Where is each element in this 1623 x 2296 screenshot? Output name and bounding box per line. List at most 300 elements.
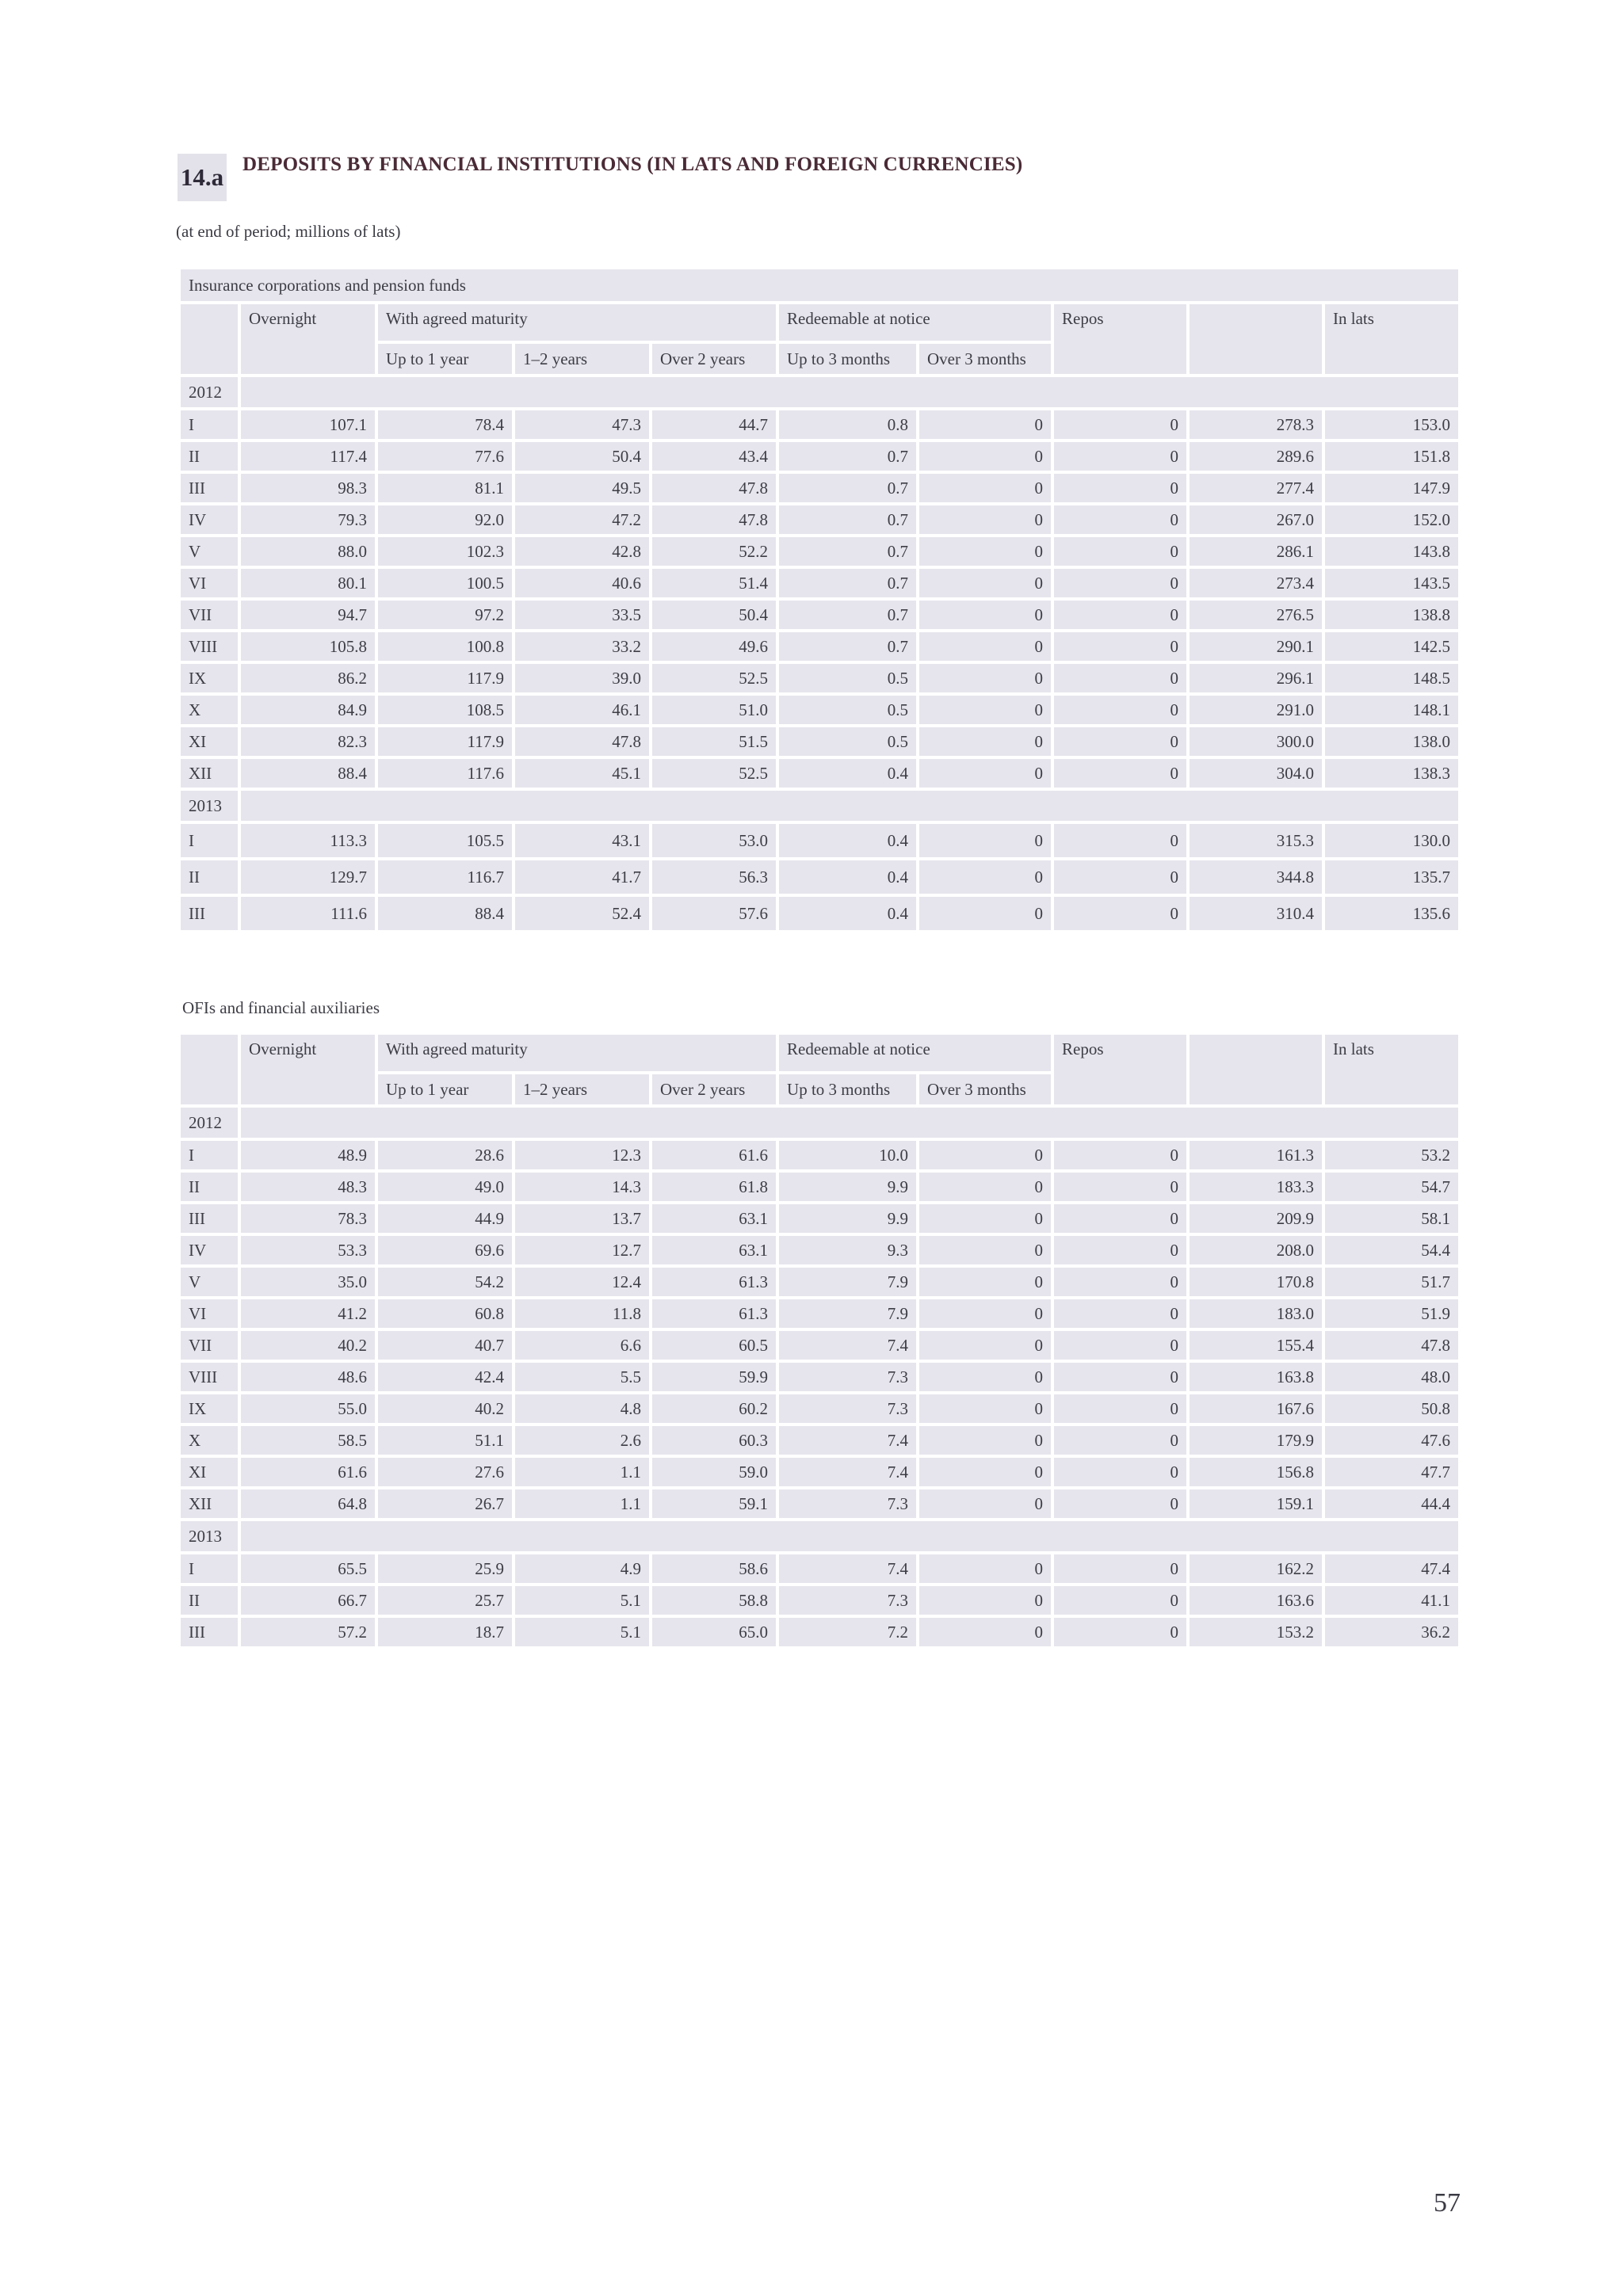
table-cell: 27.6 xyxy=(376,1456,514,1488)
table-cell: 52.5 xyxy=(651,662,777,694)
header-blank-cell xyxy=(179,303,239,376)
table-cell: 155.4 xyxy=(1188,1329,1323,1361)
table-cell: 7.3 xyxy=(777,1393,918,1425)
month-label: XII xyxy=(179,1488,239,1520)
table-cell: 290.1 xyxy=(1188,631,1323,662)
table-cell: 0 xyxy=(1052,895,1188,932)
table-cell: 44.4 xyxy=(1323,1488,1460,1520)
table-cell: 304.0 xyxy=(1188,757,1323,789)
table-cell: 108.5 xyxy=(376,694,514,726)
table-cell: 0.4 xyxy=(777,859,918,895)
table-cell: 60.3 xyxy=(651,1425,777,1456)
table-cell: 0 xyxy=(1052,1616,1188,1648)
table-cell: 0 xyxy=(1052,472,1188,504)
table-cell: 60.2 xyxy=(651,1393,777,1425)
table-cell: 138.8 xyxy=(1323,599,1460,631)
table-cell: 53.0 xyxy=(651,822,777,859)
table-cell: 5.5 xyxy=(514,1361,651,1393)
table-cell: 162.2 xyxy=(1188,1553,1323,1585)
table-cell: 0 xyxy=(918,1203,1052,1234)
table-cell: 48.0 xyxy=(1323,1361,1460,1393)
table-cell: 88.0 xyxy=(239,536,376,567)
table-cell: 0 xyxy=(918,1234,1052,1266)
section-title: Insurance corporations and pension funds xyxy=(179,268,1460,303)
table-cell: 43.4 xyxy=(651,441,777,472)
month-label: III xyxy=(179,1203,239,1234)
table-cell: 94.7 xyxy=(239,599,376,631)
table-cell: 0 xyxy=(1052,1488,1188,1520)
table-row xyxy=(179,1425,1460,1456)
table-cell: 161.3 xyxy=(1188,1139,1323,1171)
header-redeemable-at-notice: Redeemable at notice xyxy=(777,303,1052,342)
table-cell: 107.1 xyxy=(239,409,376,441)
table-row xyxy=(179,822,1460,859)
table-cell: 50.4 xyxy=(651,599,777,631)
month-label: XII xyxy=(179,757,239,789)
header-redeemable-at-notice: Redeemable at notice xyxy=(777,1033,1052,1073)
table-cell: 0.7 xyxy=(777,631,918,662)
table-cell: 135.6 xyxy=(1323,895,1460,932)
table-cell: 267.0 xyxy=(1188,504,1323,536)
table-row xyxy=(179,895,1460,932)
table-cell: 0 xyxy=(1052,599,1188,631)
table-row xyxy=(179,504,1460,536)
table-cell: 130.0 xyxy=(1323,822,1460,859)
header-repos: Repos xyxy=(1052,303,1188,376)
table-cell: 0 xyxy=(918,822,1052,859)
table-cell: 0 xyxy=(918,694,1052,726)
table-cell: 81.1 xyxy=(376,472,514,504)
month-label: V xyxy=(179,1266,239,1298)
table-cell: 315.3 xyxy=(1188,822,1323,859)
table-row xyxy=(179,536,1460,567)
table-cell: 153.2 xyxy=(1188,1616,1323,1648)
page-subtitle: (at end of period; millions of lats) xyxy=(176,222,401,241)
table-cell: 39.0 xyxy=(514,662,651,694)
table-cell: 0 xyxy=(918,1456,1052,1488)
table-cell: 278.3 xyxy=(1188,409,1323,441)
table-cell: 36.2 xyxy=(1323,1616,1460,1648)
table-cell: 152.0 xyxy=(1323,504,1460,536)
table-cell: 98.3 xyxy=(239,472,376,504)
table-cell: 129.7 xyxy=(239,859,376,895)
table-cell: 117.9 xyxy=(376,726,514,757)
table-cell: 12.4 xyxy=(514,1266,651,1298)
table-cell: 80.1 xyxy=(239,567,376,599)
table-cell: 7.9 xyxy=(777,1298,918,1329)
table-cell: 0.7 xyxy=(777,441,918,472)
table-cell: 97.2 xyxy=(376,599,514,631)
header-up-to-3-months: Up to 3 months xyxy=(777,1073,918,1106)
table-cell: 46.1 xyxy=(514,694,651,726)
table-cell: 0.7 xyxy=(777,536,918,567)
table-cell: 10.0 xyxy=(777,1139,918,1171)
table-row xyxy=(179,472,1460,504)
table-row xyxy=(179,1616,1460,1648)
table-cell: 7.4 xyxy=(777,1329,918,1361)
table-cell: 28.6 xyxy=(376,1139,514,1171)
table-cell: 135.7 xyxy=(1323,859,1460,895)
table-cell: 51.9 xyxy=(1323,1298,1460,1329)
table-row xyxy=(179,859,1460,895)
table-cell: 35.0 xyxy=(239,1266,376,1298)
table-cell: 0 xyxy=(918,409,1052,441)
table-cell: 147.9 xyxy=(1323,472,1460,504)
table-cell: 0 xyxy=(918,441,1052,472)
table-cell: 111.6 xyxy=(239,895,376,932)
table-cell: 13.7 xyxy=(514,1203,651,1234)
table-cell: 209.9 xyxy=(1188,1203,1323,1234)
table-cell: 0.4 xyxy=(777,895,918,932)
table-cell: 44.7 xyxy=(651,409,777,441)
table-cell: 12.7 xyxy=(514,1234,651,1266)
table-cell: 0.5 xyxy=(777,726,918,757)
table-cell: 9.9 xyxy=(777,1171,918,1203)
table-cell: 52.4 xyxy=(514,895,651,932)
table-cell: 1.1 xyxy=(514,1456,651,1488)
table-cell: 42.4 xyxy=(376,1361,514,1393)
table-cell: 0 xyxy=(1052,1361,1188,1393)
table-cell: 296.1 xyxy=(1188,662,1323,694)
header-up-to-1-year: Up to 1 year xyxy=(376,1073,514,1106)
table-cell: 7.3 xyxy=(777,1585,918,1616)
month-label: VII xyxy=(179,1329,239,1361)
month-label: IV xyxy=(179,504,239,536)
table-cell: 48.6 xyxy=(239,1361,376,1393)
table-cell: 0 xyxy=(918,1266,1052,1298)
table-row xyxy=(179,1361,1460,1393)
header-in-lats: In lats xyxy=(1323,1033,1460,1106)
table-cell: 79.3 xyxy=(239,504,376,536)
table-cell: 54.2 xyxy=(376,1266,514,1298)
table-cell: 40.7 xyxy=(376,1329,514,1361)
table-cell: 113.3 xyxy=(239,822,376,859)
table-cell: 273.4 xyxy=(1188,567,1323,599)
table-cell: 55.0 xyxy=(239,1393,376,1425)
month-label: IX xyxy=(179,662,239,694)
table-cell: 0 xyxy=(1052,726,1188,757)
table-cell: 49.6 xyxy=(651,631,777,662)
table-cell: 49.5 xyxy=(514,472,651,504)
table-cell: 142.5 xyxy=(1323,631,1460,662)
table-cell: 0 xyxy=(918,1553,1052,1585)
month-label: VIII xyxy=(179,631,239,662)
table-cell: 0 xyxy=(1052,1393,1188,1425)
table-cell: 116.7 xyxy=(376,859,514,895)
table-cell: 47.3 xyxy=(514,409,651,441)
table-cell: 0.5 xyxy=(777,694,918,726)
table-row xyxy=(179,1488,1460,1520)
table-cell: 310.4 xyxy=(1188,895,1323,932)
table-cell: 0 xyxy=(918,631,1052,662)
header-blank-cell xyxy=(179,1033,239,1106)
table-cell: 0 xyxy=(918,1361,1052,1393)
table-cell: 151.8 xyxy=(1323,441,1460,472)
table-row xyxy=(179,726,1460,757)
table-cell: 0 xyxy=(918,1425,1052,1456)
table-cell: 0 xyxy=(918,536,1052,567)
table-row xyxy=(179,1171,1460,1203)
table-cell: 58.5 xyxy=(239,1425,376,1456)
month-label: IV xyxy=(179,1234,239,1266)
header-1-2-years: 1–2 years xyxy=(514,1073,651,1106)
table-cell: 148.5 xyxy=(1323,662,1460,694)
insurance-pension-table xyxy=(178,266,1461,933)
table-row xyxy=(179,1139,1460,1171)
header-total-cell xyxy=(1188,1033,1323,1106)
table-cell: 48.9 xyxy=(239,1139,376,1171)
table-cell: 0 xyxy=(1052,662,1188,694)
table-row xyxy=(179,1203,1460,1234)
month-label: X xyxy=(179,1425,239,1456)
table-cell: 0 xyxy=(1052,1266,1188,1298)
section-title: OFIs and financial auxiliaries xyxy=(182,1000,380,1016)
table-row xyxy=(179,757,1460,789)
table-cell: 88.4 xyxy=(376,895,514,932)
table-row xyxy=(179,1329,1460,1361)
table-cell: 14.3 xyxy=(514,1171,651,1203)
table-cell: 41.1 xyxy=(1323,1585,1460,1616)
table-row xyxy=(179,1553,1460,1585)
table-cell: 102.3 xyxy=(376,536,514,567)
header-in-lats: In lats xyxy=(1323,303,1460,376)
table-cell: 78.4 xyxy=(376,409,514,441)
year-row-filler xyxy=(239,376,1460,409)
table-cell: 66.7 xyxy=(239,1585,376,1616)
table-cell: 47.2 xyxy=(514,504,651,536)
table-cell: 0 xyxy=(918,662,1052,694)
table-cell: 105.5 xyxy=(376,822,514,859)
month-label: I xyxy=(179,1553,239,1585)
table-cell: 143.8 xyxy=(1323,536,1460,567)
table-cell: 0 xyxy=(1052,536,1188,567)
header-repos: Repos xyxy=(1052,1033,1188,1106)
table-cell: 0 xyxy=(1052,859,1188,895)
table-cell: 49.0 xyxy=(376,1171,514,1203)
table-cell: 0 xyxy=(918,599,1052,631)
month-label: II xyxy=(179,1171,239,1203)
table-cell: 51.5 xyxy=(651,726,777,757)
table-cell: 7.9 xyxy=(777,1266,918,1298)
table-row xyxy=(179,567,1460,599)
table-cell: 179.9 xyxy=(1188,1425,1323,1456)
table-cell: 45.1 xyxy=(514,757,651,789)
month-label: III xyxy=(179,895,239,932)
table-cell: 47.4 xyxy=(1323,1553,1460,1585)
table-cell: 0 xyxy=(918,472,1052,504)
table-cell: 208.0 xyxy=(1188,1234,1323,1266)
table-cell: 77.6 xyxy=(376,441,514,472)
table-cell: 0.7 xyxy=(777,599,918,631)
table-cell: 300.0 xyxy=(1188,726,1323,757)
month-label: XI xyxy=(179,1456,239,1488)
table-cell: 63.1 xyxy=(651,1234,777,1266)
table-cell: 69.6 xyxy=(376,1234,514,1266)
table-cell: 0.7 xyxy=(777,504,918,536)
table-cell: 0 xyxy=(918,859,1052,895)
page-title: DEPOSITS BY FINANCIAL INSTITUTIONS (IN LATS AND FOREIGN CURRENCIES) xyxy=(242,154,1023,175)
table-cell: 25.7 xyxy=(376,1585,514,1616)
table-cell: 0 xyxy=(1052,504,1188,536)
table-cell: 84.9 xyxy=(239,694,376,726)
month-label: VI xyxy=(179,567,239,599)
table-cell: 48.3 xyxy=(239,1171,376,1203)
table-cell: 52.2 xyxy=(651,536,777,567)
month-label: IX xyxy=(179,1393,239,1425)
header-overnight: Overnight xyxy=(239,1033,376,1106)
table-cell: 59.9 xyxy=(651,1361,777,1393)
table-cell: 61.3 xyxy=(651,1266,777,1298)
table-cell: 0 xyxy=(1052,441,1188,472)
table-cell: 7.2 xyxy=(777,1616,918,1648)
table-cell: 0 xyxy=(1052,1234,1188,1266)
table-row xyxy=(179,599,1460,631)
table-cell: 0 xyxy=(918,1171,1052,1203)
table-cell: 53.2 xyxy=(1323,1139,1460,1171)
table-cell: 0 xyxy=(918,1616,1052,1648)
year-label: 2013 xyxy=(179,789,239,822)
section-body xyxy=(179,1033,1460,1648)
table-cell: 4.9 xyxy=(514,1553,651,1585)
section-body xyxy=(179,268,1460,932)
table-cell: 41.2 xyxy=(239,1298,376,1329)
table-cell: 11.8 xyxy=(514,1298,651,1329)
table-cell: 5.1 xyxy=(514,1616,651,1648)
table-cell: 61.8 xyxy=(651,1171,777,1203)
table-cell: 64.8 xyxy=(239,1488,376,1520)
table-cell: 0.5 xyxy=(777,662,918,694)
table-cell: 0 xyxy=(918,895,1052,932)
table-cell: 276.5 xyxy=(1188,599,1323,631)
table-cell: 143.5 xyxy=(1323,567,1460,599)
table-cell: 47.7 xyxy=(1323,1456,1460,1488)
table-cell: 0 xyxy=(918,757,1052,789)
header-over-3-months: Over 3 months xyxy=(918,342,1052,376)
table-cell: 0 xyxy=(1052,1585,1188,1616)
table-cell: 0 xyxy=(918,1298,1052,1329)
table-cell: 50.4 xyxy=(514,441,651,472)
table-cell: 9.3 xyxy=(777,1234,918,1266)
month-label: II xyxy=(179,1585,239,1616)
table-cell: 277.4 xyxy=(1188,472,1323,504)
table-cell: 58.1 xyxy=(1323,1203,1460,1234)
table-cell: 12.3 xyxy=(514,1139,651,1171)
year-label: 2013 xyxy=(179,1520,239,1553)
table-cell: 183.0 xyxy=(1188,1298,1323,1329)
table-cell: 0.4 xyxy=(777,822,918,859)
month-label: II xyxy=(179,859,239,895)
table-cell: 54.4 xyxy=(1323,1234,1460,1266)
year-row-filler xyxy=(239,1520,1460,1553)
table-cell: 153.0 xyxy=(1323,409,1460,441)
table-cell: 51.4 xyxy=(651,567,777,599)
table-cell: 59.0 xyxy=(651,1456,777,1488)
table-row xyxy=(179,441,1460,472)
table-cell: 61.6 xyxy=(651,1139,777,1171)
table-cell: 54.7 xyxy=(1323,1171,1460,1203)
table-cell: 0 xyxy=(918,1585,1052,1616)
table-cell: 0 xyxy=(1052,757,1188,789)
page-number: 57 xyxy=(1434,2188,1461,2218)
table-cell: 51.7 xyxy=(1323,1266,1460,1298)
table-cell: 65.5 xyxy=(239,1553,376,1585)
table-cell: 51.1 xyxy=(376,1425,514,1456)
table-cell: 33.5 xyxy=(514,599,651,631)
table-cell: 0 xyxy=(1052,1553,1188,1585)
table-cell: 170.8 xyxy=(1188,1266,1323,1298)
table-cell: 18.7 xyxy=(376,1616,514,1648)
table-cell: 4.8 xyxy=(514,1393,651,1425)
table-cell: 0.7 xyxy=(777,567,918,599)
header-over-2-years: Over 2 years xyxy=(651,342,777,376)
table-cell: 82.3 xyxy=(239,726,376,757)
table-row xyxy=(179,694,1460,726)
year-row-filler xyxy=(239,789,1460,822)
table-cell: 183.3 xyxy=(1188,1171,1323,1203)
table-cell: 47.8 xyxy=(651,504,777,536)
month-label: I xyxy=(179,409,239,441)
table-cell: 0 xyxy=(918,1393,1052,1425)
month-label: VII xyxy=(179,599,239,631)
table-cell: 163.6 xyxy=(1188,1585,1323,1616)
table-row xyxy=(179,1393,1460,1425)
table-cell: 52.5 xyxy=(651,757,777,789)
table-cell: 0 xyxy=(1052,1298,1188,1329)
table-cell: 0 xyxy=(1052,567,1188,599)
table-cell: 86.2 xyxy=(239,662,376,694)
table-cell: 33.2 xyxy=(514,631,651,662)
month-label: XI xyxy=(179,726,239,757)
table-cell: 40.2 xyxy=(239,1329,376,1361)
table-cell: 0 xyxy=(918,504,1052,536)
year-label: 2012 xyxy=(179,1106,239,1139)
table-cell: 25.9 xyxy=(376,1553,514,1585)
table-cell: 59.1 xyxy=(651,1488,777,1520)
table-cell: 117.6 xyxy=(376,757,514,789)
table-cell: 65.0 xyxy=(651,1616,777,1648)
header-with-agreed-maturity: With agreed maturity xyxy=(376,303,777,342)
table-cell: 289.6 xyxy=(1188,441,1323,472)
table-row xyxy=(179,409,1460,441)
table-cell: 117.9 xyxy=(376,662,514,694)
table-cell: 0 xyxy=(918,1329,1052,1361)
header-up-to-3-months: Up to 3 months xyxy=(777,342,918,376)
table-cell: 0 xyxy=(1052,1139,1188,1171)
table-cell: 138.3 xyxy=(1323,757,1460,789)
header-total-cell xyxy=(1188,303,1323,376)
table-cell: 88.4 xyxy=(239,757,376,789)
table-cell: 43.1 xyxy=(514,822,651,859)
header-1-2-years: 1–2 years xyxy=(514,342,651,376)
header-with-agreed-maturity: With agreed maturity xyxy=(376,1033,777,1073)
table-cell: 0 xyxy=(918,726,1052,757)
table-cell: 63.1 xyxy=(651,1203,777,1234)
table-cell: 167.6 xyxy=(1188,1393,1323,1425)
year-row-filler xyxy=(239,1106,1460,1139)
table-row xyxy=(179,662,1460,694)
table-cell: 0.7 xyxy=(777,472,918,504)
table-cell: 105.8 xyxy=(239,631,376,662)
table-cell: 58.6 xyxy=(651,1553,777,1585)
table-cell: 291.0 xyxy=(1188,694,1323,726)
table-cell: 0.8 xyxy=(777,409,918,441)
table-cell: 47.8 xyxy=(651,472,777,504)
table-cell: 58.8 xyxy=(651,1585,777,1616)
table-cell: 2.6 xyxy=(514,1425,651,1456)
table-cell: 0 xyxy=(1052,631,1188,662)
month-label: III xyxy=(179,1616,239,1648)
table-cell: 9.9 xyxy=(777,1203,918,1234)
